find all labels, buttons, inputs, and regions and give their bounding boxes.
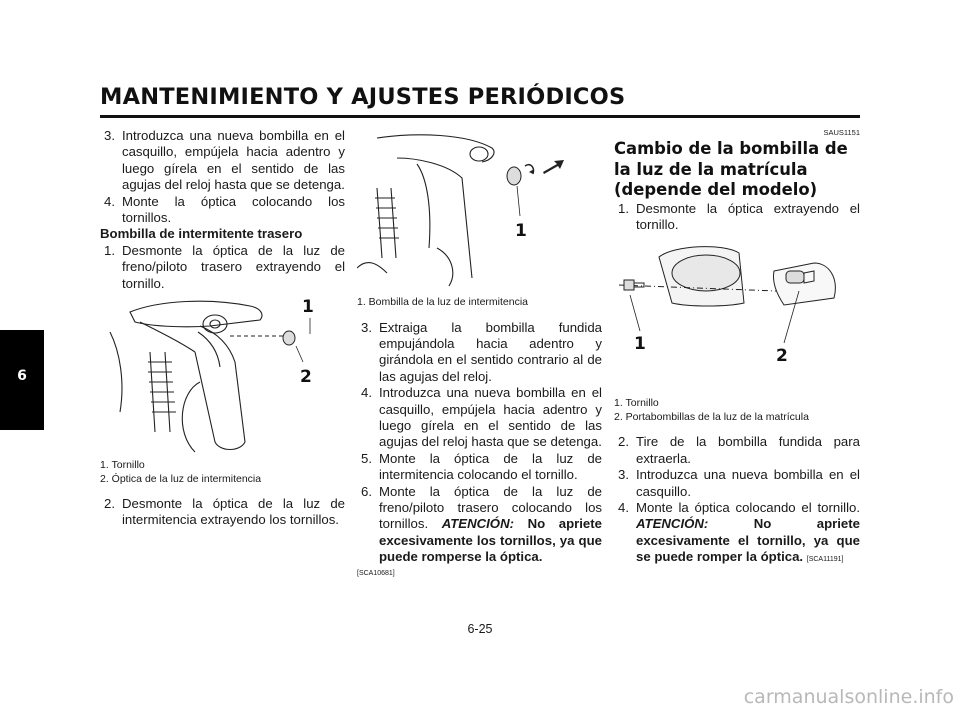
step-text: Introduzca una nueva bombilla en el casquillo, empújela hacia adentro y luego gírela en el sentido de las agujas del reloj hasta que se detenga. xyxy=(122,128,345,193)
section-title: Cambio de la bombilla de la luz de la matrícula (depende del modelo) xyxy=(614,139,848,199)
col2-step-6 xyxy=(357,484,602,566)
page-title: MANTENIMIENTO Y AJUSTES PERIÓDICOS xyxy=(100,84,626,110)
step-text: Desmonte la óptica de la luz de intermitencia extrayendo los tornillos. xyxy=(122,496,345,528)
step-number: 4. xyxy=(361,385,372,401)
warning-label: ATENCIÓN: xyxy=(636,516,709,532)
step-text: Desmonte la óptica de la luz de freno/piloto trasero extrayendo el tornillo. xyxy=(122,242,345,291)
col3-step-2 xyxy=(614,434,860,467)
subheading-rear-turn-signal: Bombilla de intermitente trasero xyxy=(100,226,303,242)
step-number: 3. xyxy=(618,467,629,483)
step-text: Introduzca una nueva bombilla en el casquillo, empújela hacia adentro y luego gírela en el sentido de las agujas del reloj hasta que se detenga. xyxy=(379,385,602,450)
step-number: 1. xyxy=(618,200,629,216)
figure-caption-1: 1. Tornillo xyxy=(100,459,145,472)
warning-text: No apriete excesivamente los tornillos, ya que puede romperse la óptica. xyxy=(379,516,602,565)
figure-turn-signal-bulb xyxy=(357,128,602,290)
col1-step-1 xyxy=(100,243,345,292)
col3-step-1 xyxy=(614,201,860,234)
step-number: 2. xyxy=(104,496,115,512)
step-number: 4. xyxy=(104,193,115,209)
figure-license-plate-light xyxy=(614,233,860,393)
fig-callout-1: 1 xyxy=(634,334,646,355)
step-text: Desmonte la óptica extrayendo el tornillo. xyxy=(636,200,860,232)
step-number: 6. xyxy=(361,483,372,499)
section-code: SAUS1151 xyxy=(823,128,860,137)
warning-text: No apriete excesivamente el tornillo, ya que se puede romper la óptica. xyxy=(636,516,860,565)
figure-caption-2: 2. Portabombillas de la luz de la matrícula xyxy=(614,410,809,423)
step-text: Monte la óptica de la luz de intermitencia colocando el tornillo. xyxy=(379,450,602,483)
step-text: Extraiga la bombilla fundida empujándola hacia adentro y girándola en el sentido contrario al de las agujas del reloj. xyxy=(379,319,602,384)
fig-callout-1: 1 xyxy=(515,221,527,241)
column-3 xyxy=(614,128,860,566)
step-text xyxy=(636,500,860,566)
figure-caption-2: 2. Óptica de la luz de intermitencia xyxy=(100,472,262,485)
col3-step-3 xyxy=(614,467,860,500)
step-number: 2. xyxy=(618,434,629,450)
step-text: Tire de la bombilla fundida para extraerla. xyxy=(636,434,860,466)
col3-step-4 xyxy=(614,500,860,566)
step-body: Monte la óptica de la luz de freno/piloto trasero colocando los tornillos. xyxy=(379,483,602,532)
fig-callout-2: 2 xyxy=(776,346,788,367)
figure-rear-turn-signal-lens xyxy=(100,292,345,457)
figure-caption-1: 1. Bombilla de la luz de intermitencia xyxy=(357,296,529,308)
step-number: 4. xyxy=(618,499,629,515)
col1-step-4 xyxy=(100,194,345,227)
step-number: 3. xyxy=(361,319,372,335)
col1-step-3 xyxy=(100,128,345,194)
watermark: carmanualsonline.info xyxy=(743,686,954,708)
col2-step-3 xyxy=(357,320,602,386)
figure-caption-1: 1. Tornillo xyxy=(614,397,659,410)
column-2 xyxy=(357,128,602,578)
title-rule xyxy=(100,115,860,118)
reference-code: [SCA10681] xyxy=(357,569,395,577)
col1-step-2 xyxy=(100,496,345,529)
fig-callout-2: 2 xyxy=(300,367,312,388)
step-body: Monte la óptica colocando el tornillo. xyxy=(636,499,860,515)
column-1 xyxy=(100,128,345,529)
warning-label: ATENCIÓN: xyxy=(441,516,514,532)
step-number: 1. xyxy=(104,242,115,258)
step-number: 3. xyxy=(104,128,115,143)
fig-callout-1: 1 xyxy=(302,297,314,318)
chapter-number: 6 xyxy=(17,368,27,384)
step-text xyxy=(379,484,602,566)
step-text: Introduzca una nueva bombilla en el casquillo. xyxy=(636,467,860,499)
step-number: 5. xyxy=(361,450,372,466)
page-number: 6-25 xyxy=(467,622,493,636)
reference-code: [SCA11191] xyxy=(806,556,844,564)
col2-step-5 xyxy=(357,451,602,484)
col2-step-4 xyxy=(357,385,602,451)
chapter-tab xyxy=(0,330,44,430)
step-text: Monte la óptica colocando los tornillos. xyxy=(122,193,345,226)
